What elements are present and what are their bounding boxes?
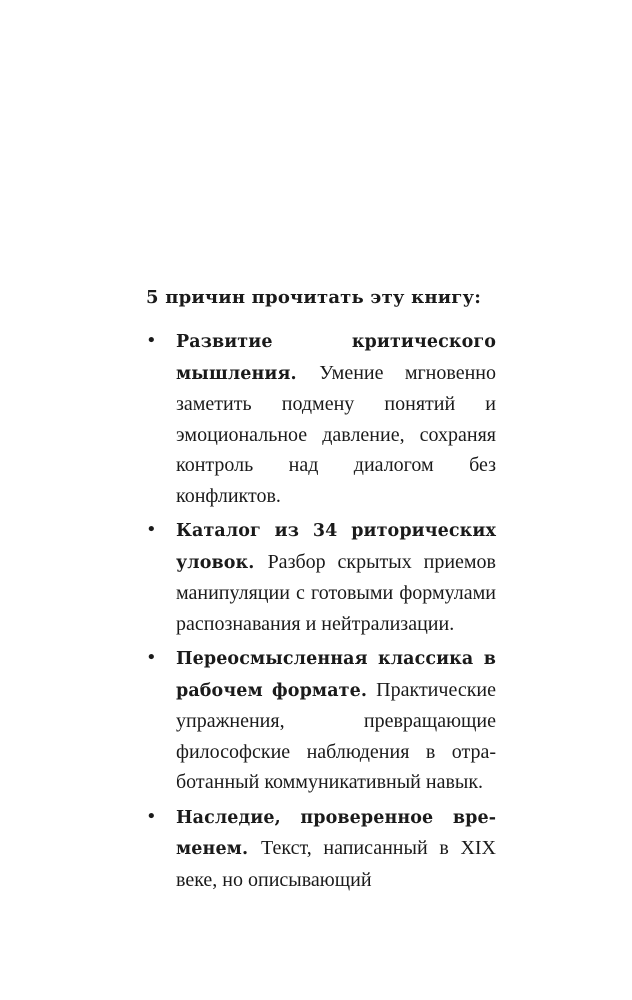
bullet-icon: •	[146, 519, 157, 540]
reason-text: Текст, написанный в XIX веке, но описывающий	[176, 837, 496, 891]
list-item	[146, 326, 496, 511]
reason-text: Умение мгновенно заметить подмену понятий и эмоциональное давление, сохраняя контроль над диалогом без конфликтов.	[176, 361, 496, 507]
reason-text: Практические упражнения, превращающие философские наблюдения в отработанный коммуникативный навык.	[176, 678, 496, 793]
reason-text: Разбор скрытых приемов манипуляции с готовыми формулами распознавания и нейтрализации.	[176, 550, 497, 635]
page-content	[146, 284, 496, 899]
bullet-icon: •	[146, 330, 157, 351]
bullet-icon: •	[146, 647, 157, 668]
list-item	[146, 802, 496, 896]
section-heading: 5 причин прочитать эту книгу:	[146, 287, 482, 308]
list-item	[146, 643, 496, 798]
reason-lead: Каталог из 34 риторических уловок.	[176, 521, 496, 573]
reasons-list	[146, 326, 496, 895]
reason-lead: Наследие, проверенное временем.	[176, 807, 496, 859]
reason-lead: Переосмысленная классика в рабочем формате.	[176, 649, 496, 701]
bullet-icon: •	[146, 805, 157, 827]
list-item	[146, 515, 496, 639]
reason-lead: Развитие критического мышления.	[176, 332, 496, 384]
